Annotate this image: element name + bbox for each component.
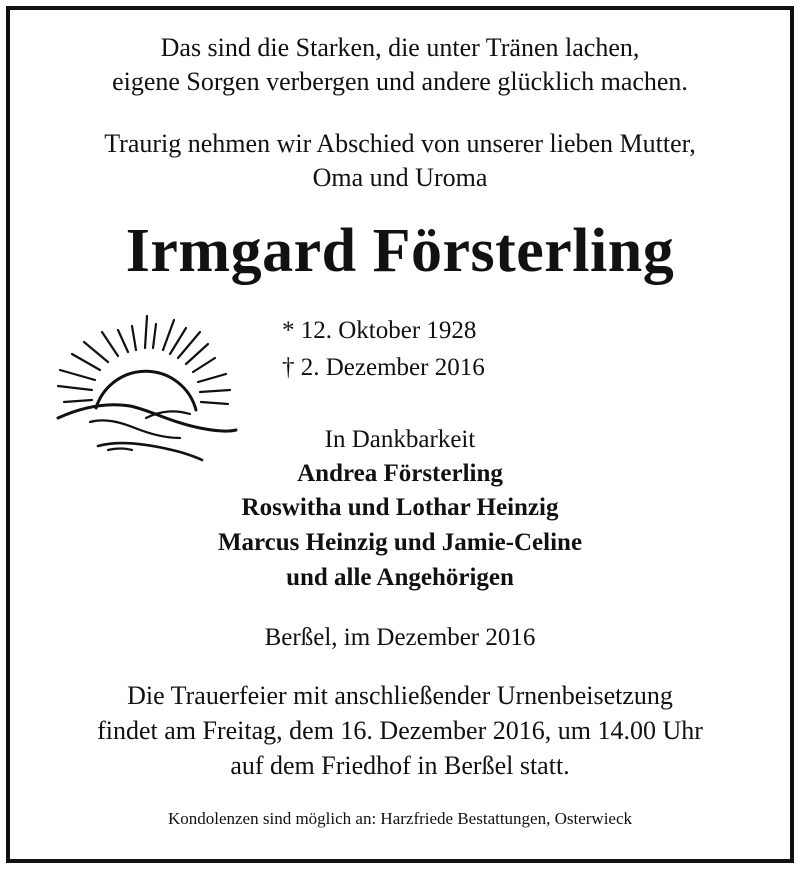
intro-line-1: Traurig nehmen wir Abschied von unserer lieben Mutter, (104, 129, 696, 158)
gratitude-heading: In Dankbarkeit (324, 426, 476, 453)
death-date: † 2. Dezember 2016 (282, 354, 485, 381)
service-line-3: auf dem Friedhof in Berßel statt. (230, 751, 570, 780)
mourner-name: Andrea Försterling (297, 460, 503, 487)
birth-date: * 12. Oktober 1928 (282, 317, 477, 344)
service-line-2: findet am Freitag, dem 16. Dezember 2016, um 14.00 Uhr (97, 716, 703, 745)
motto-line-1: Das sind die Starken, die unter Tränen lachen, (160, 33, 640, 62)
intro-line-2: Oma und Uroma (312, 163, 488, 192)
service-line-1: Die Trauerfeier mit anschließender Urnenbeisetzung (127, 681, 673, 710)
deceased-name: Irmgard Försterling (125, 217, 675, 285)
condolences-note: Kondolenzen sind möglich an: Harzfriede Bestattungen, Osterwieck (167, 809, 633, 828)
mourner-name: Marcus Heinzig und Jamie-Celine (217, 529, 583, 556)
place-date: Berßel, im Dezember 2016 (264, 624, 536, 651)
mourner-name: Roswitha und Lothar Heinzig (241, 494, 559, 521)
motto-line-2: eigene Sorgen verbergen und andere glücklich machen. (112, 67, 688, 96)
mourner-name: und alle Angehörigen (286, 564, 514, 591)
